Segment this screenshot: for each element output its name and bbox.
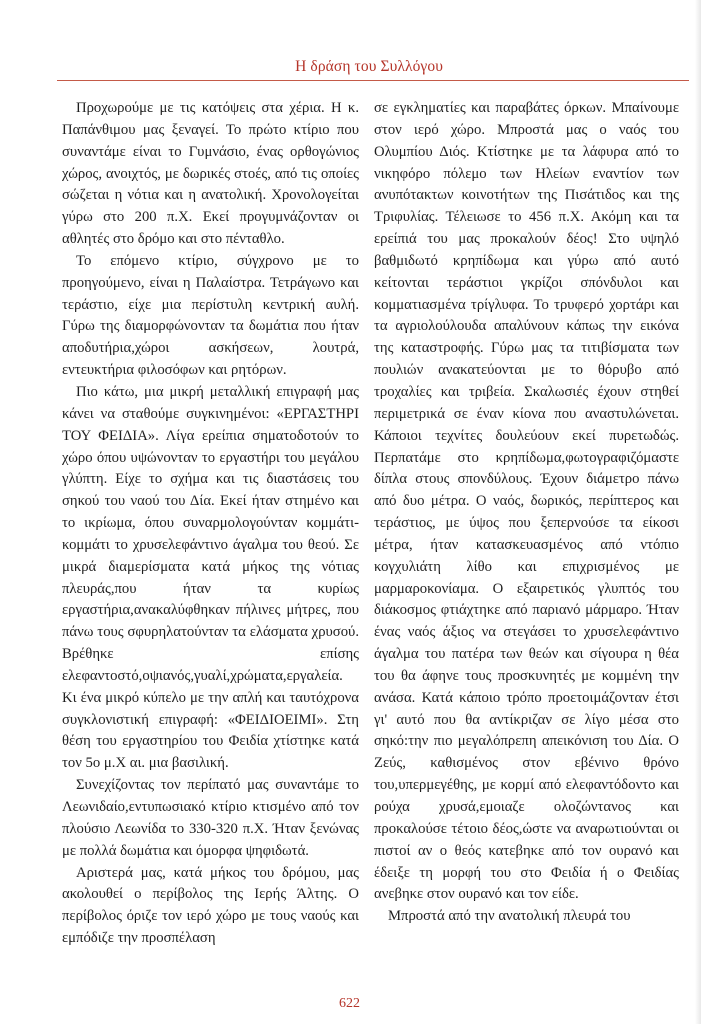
- paragraph: Προχωρούμε με τις κατόψεις στα χέρια. Η κ. Παπάνθιμου μας ξεναγεί. Το πρώτο κτίριο που συναντάμε είναι το Γυμνάσιο, ένας ορθογώνιος χώρος, ανοιχτός, με δωρικές στοές, από τις οποίες σώζεται η νότια και η ανατολική. Χρονολογείται γύρω στο 200 π.Χ. Εκεί προγυμνάζονταν οι αθλητές στο δρόμο και στο πένταθλο.: [62, 100, 359, 248]
- paragraph: Πιο κάτω, μια μικρή μεταλλική επιγραφή μας κάνει να σταθούμε συγκινημένοι: «ΕΡΓΑΣΤΗΡΙ ΤΟΥ ΦΕΙΔΙΑ». Λίγα ερείπια σηματοδοτούν το χώρο όπου υψώνονταν το εργαστήρι του μεγάλου γλύπτη. Είχε το σχήμα και τις διαστάσεις του σηκού του ναού του Δία. Εκεί ήταν στημένο και το ικρίωμα, όπου συναρμολογούνταν κομμάτι-κομμάτι το χρυσελεφάντινο άγαλμα του θεού. Σε μικρά διαμερίσματα κατά μήκος της νότιας πλευράς,που ήταν τα κυρίως εργαστήρια,ανακαλύφθηκαν πήλινες μήτρες, που πάνω τους σφυρηλατούνταν τα ελάσματα χρυσού. Βρέθηκε επίσης ελεφαντοστό,οψιανός,γυαλί,χρώματα,εργαλεία. Κι ένα μικρό κύπελο με την απλή και ταυτόχρονα συγκλονιστική επιγραφή: «ΦΕΙΔΙΟΕΙΜΙ». Στη θέση του εργαστηρίου του Φειδία χτίστηκε κατά τον 5ο μ.Χ αι. μια βασιλική.: [62, 383, 359, 772]
- page-number: 622: [339, 996, 360, 1011]
- paragraph: Το επόμενο κτίριο, σύγχρονο με το προηγούμενο, είναι η Παλαίστρα. Τετράγωνο και τεράστιο, είχε μια περίστυλη κεντρική αυλή. Γύρω της διαμορφώνονταν τα δωμάτια που ήταν αποδυτήρια,χώροι ασκήσεων, λουτρά, εντευκτήρια φιλοσόφων και ρητόρων.: [62, 252, 359, 379]
- paragraph: σε εγκληματίες και παραβάτες όρκων. Μπαίνουμε στον ιερό χώρο. Μπροστά μας ο ναός του Ολυμπίου Διός. Κτίστηκε με τα λάφυρα από το νικηφόρο πόλεμο των Ηλείων εναντίον των ανυπότακτων κοινοτήτων της Πισάτιδος και της Τριφυλίας. Τέλειωσε το 456 π.Χ. Ακόμη και τα ερείπιά του μας προκαλούν δέος! Στο υψηλό βαθμιδωτό κρηπίδωμα και γύρω από αυτό κείτονται τεράστιοι γκρίζοι σπόνδυλοι και κομματιασμένα τρίγλυφα. Το τρυφερό χορτάρι και τα αγριολούλουδα απαλύνουν κάπως την εικόνα της καταστροφής. Γύρω μας τα τιτιβίσματα των πουλιών ανακατεύονται με το θόρυβο από τροχαλίες και τριβεία. Σκαλωσιές έχουν στηθεί περιμετρικά σε έναν κίονα που αναστυλώνεται. Κάποιοι τεχνίτες δουλεύουν εκεί πυρετωδώς. Περπατάμε στο κρηπίδωμα,φωτογραφιζόμαστε δίπλα στους σπονδύλους. Έχουν διάμετρο πάνω από δυο μέτρα. Ο ναός, δωρικός, περίπτερος και τεράστιος, με ύψος που ξεπερνούσε τα είκοσι μέτρα, ήταν κατασκευασμένος από ντόπιο κογχυλιάτη λίθο και επιχρισμένος με μαρμαροκονίαμα. Ο εξαιρετικός γλυπτός του διάκοσμος φτιάχτηκε από παριανό μάρμαρο. Ήταν ένας ναός άξιος να στεγάσει το χρυσελεφάντινο άγαλμα του πατέρα των θεών και σίγουρα η θέα του θα άφηνε τους προσκυνητές με κομμένη την ανάσα. Κατά κάποιο τρόπο προετοιμάζονταν έτσι γι' αυτό που θα αντίκριζαν σε λίγο μέσα στο σηκό:την πιο μεγαλόπρεπη απεικόνιση του Δία. Ο Ζεύς, καθισμένος στον εβένινο θρόνο του,υπερμεγέθης, με κορμί από ελεφαντόδοντο και ρούχα χρυσά,εμοιαζε ολοζώντανος και προκαλούσε τέτοιο δέος,ώστε να αναρωτιούνται οι πιστοί αν ο θεός κατεβηκε από τον ουρανό και έδειξε τη μορφή του στο Φειδία ή ο Φειδίας ανεβηκε στον ουρανό και τον είδε.: [374, 100, 679, 903]
- paragraph: Αριστερά μας, κατά μήκος του δρόμου, μας ακολουθεί ο περίβολος της Ιερής Άλτης. Ο περίβολος όριζε τον ιερό χώρο με τους ναούς και εμπόδιζε την προσπέλαση: [62, 864, 359, 947]
- page-edge-shadow: [695, 0, 701, 1024]
- right-column: [374, 98, 679, 928]
- paragraph: Συνεχίζοντας τον περίπατό μας συναντάμε το Λεωνιδαίο,εντυπωσιακό κτίριο κτισμένο από τον πλούσιο Λεωνίδα το 330-320 π.Χ. Ήταν ξενώνας με πολλά δωμάτια και όμορφα ψηφιδωτά.: [62, 777, 359, 859]
- left-column: [62, 98, 359, 950]
- paragraph: Μπροστά από την ανατολική πλευρά του: [388, 908, 631, 925]
- running-header-title: Η δράση του Συλλόγου: [295, 58, 443, 75]
- header-rule: [57, 80, 689, 81]
